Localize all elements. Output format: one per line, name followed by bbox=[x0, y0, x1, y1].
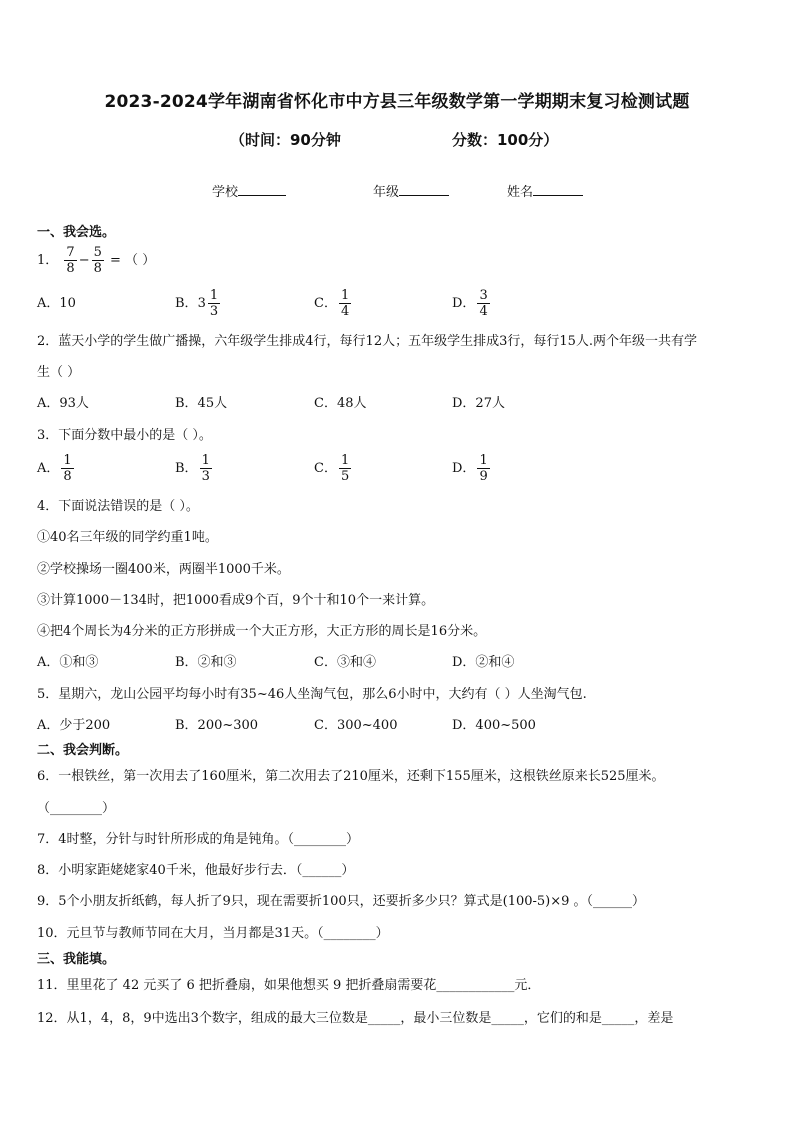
school-field bbox=[212, 181, 286, 200]
exam-score: 分数：100分） bbox=[452, 131, 559, 149]
statement-1: ①40名三年级的同学约重1吨。 bbox=[37, 530, 218, 545]
name-label: 姓名 bbox=[507, 185, 534, 200]
numerator: 1 bbox=[63, 453, 72, 468]
question-7: 7．4时整，分针与时针所形成的角是钝角。（________） bbox=[37, 832, 360, 847]
question-2: 2．蓝天小学的学生做广播操，六年级学生排成4行，每行12人；五年级学生排成3行，每行15人.两个年级一共有学 bbox=[37, 334, 698, 349]
q2-option-c: C．48人 bbox=[314, 396, 367, 411]
question-tail: = （ ） bbox=[110, 253, 156, 268]
option-label: C． bbox=[314, 296, 337, 311]
minus-sign: − bbox=[78, 253, 90, 268]
question-10: 10．元旦节与教师节同在大月，当月都是31天。（________） bbox=[37, 926, 389, 941]
denominator: 8 bbox=[93, 261, 102, 276]
school-label: 学校 bbox=[212, 185, 239, 200]
q3-option-b bbox=[175, 453, 214, 484]
q5-option-a: A．少于200 bbox=[37, 718, 111, 733]
option-label: B． bbox=[175, 461, 198, 476]
q4-option-c: C．③和④ bbox=[314, 655, 376, 670]
whole-part: 3 bbox=[197, 295, 206, 311]
question-6-answer: （________） bbox=[37, 801, 116, 816]
question-9: 9．5个小朋友折纸鹤，每人折了9只，现在需要折100只，还要折多少只？算式是(100-5)×9 。（______） bbox=[37, 894, 646, 909]
statement-4: ④把4个周长为4分米的正方形拼成一个大正方形，大正方形的周长是16分米。 bbox=[37, 624, 487, 639]
school-blank bbox=[238, 183, 286, 196]
grade-label: 年级 bbox=[373, 185, 400, 200]
grade-blank bbox=[399, 183, 449, 196]
q5-option-d: D．400~500 bbox=[452, 718, 536, 733]
q1-option-b bbox=[175, 288, 222, 319]
denominator: 4 bbox=[340, 304, 350, 319]
q3-option-c bbox=[314, 453, 353, 484]
question-6: 6．一根铁丝，第一次用去了160厘米，第二次用去了210厘米，还剩下155厘米，这根铁丝原来长525厘米。 bbox=[37, 769, 665, 784]
fraction bbox=[92, 245, 104, 276]
q1-option-c bbox=[314, 288, 353, 319]
q3-option-a bbox=[37, 453, 76, 484]
denominator: 3 bbox=[209, 304, 219, 319]
numerator: 1 bbox=[479, 453, 488, 468]
numerator: 1 bbox=[201, 453, 210, 468]
question-5: 5．星期六，龙山公园平均每小时有35~46人坐淘气包，那么6小时中，大约有（ ）人坐淘气包. bbox=[37, 687, 587, 702]
question-3: 3．下面分数中最小的是（ ）。 bbox=[37, 428, 212, 443]
numerator: 1 bbox=[209, 288, 219, 303]
exam-time: （时间：90分钟 bbox=[230, 131, 341, 149]
denominator: 9 bbox=[479, 469, 488, 484]
question-12: 12．从1，4，8，9中选出3个数字，组成的最大三位数是_____，最小三位数是_____，它们的和是_____，差是 bbox=[37, 1011, 674, 1026]
statement-2: ②学校操场一圈400米，两圈半1000千米。 bbox=[37, 562, 290, 577]
question-11: 11．里里花了 42 元买了 6 把折叠扇，如果他想买 9 把折叠扇需要花____________元． bbox=[37, 978, 541, 993]
denominator: 5 bbox=[340, 469, 350, 484]
fraction bbox=[61, 453, 73, 484]
mixed-number bbox=[198, 288, 223, 319]
fraction bbox=[64, 245, 76, 276]
q4-option-d: D．②和④ bbox=[452, 655, 515, 670]
fraction bbox=[339, 288, 351, 319]
section-heading-2: 二、我会判断。 bbox=[37, 743, 129, 758]
question-8: 8．小明家距姥姥家40千米，他最好步行去．（______） bbox=[37, 863, 355, 878]
option-label: C． bbox=[314, 461, 337, 476]
numerator: 3 bbox=[479, 288, 488, 303]
option-label: A． bbox=[37, 461, 60, 476]
denominator: 3 bbox=[201, 469, 210, 484]
q1-option-a: A．10 bbox=[37, 296, 76, 311]
section-heading-3: 三、我能填。 bbox=[37, 952, 116, 967]
fraction bbox=[200, 453, 212, 484]
q4-option-b: B．②和③ bbox=[175, 655, 237, 670]
q3-option-d bbox=[452, 453, 492, 484]
numerator: 5 bbox=[93, 245, 102, 260]
denominator: 4 bbox=[479, 304, 488, 319]
statement-3: ③计算1000－134时，把1000看成9个百，9个十和10个一来计算。 bbox=[37, 593, 435, 608]
fraction bbox=[477, 288, 489, 319]
fraction bbox=[208, 288, 220, 319]
q2-option-d: D．27人 bbox=[452, 396, 505, 411]
fraction bbox=[477, 453, 489, 484]
denominator: 8 bbox=[63, 469, 72, 484]
option-label: D． bbox=[452, 461, 476, 476]
name-blank bbox=[533, 183, 583, 196]
q2-option-b: B．45人 bbox=[175, 396, 228, 411]
question-2-cont: 生（ ） bbox=[37, 365, 81, 380]
name-field bbox=[507, 181, 583, 200]
q1-option-d bbox=[452, 288, 492, 319]
numerator: 7 bbox=[66, 245, 75, 260]
exam-title: 2023-2024学年湖南省怀化市中方县三年级数学第一学期期末复习检测试题 bbox=[104, 92, 690, 112]
question-4: 4．下面说法错误的是（ ）。 bbox=[37, 499, 199, 514]
q2-option-a: A．93人 bbox=[37, 396, 89, 411]
numerator: 1 bbox=[340, 288, 350, 303]
question-number: 1． bbox=[37, 253, 59, 268]
numerator: 1 bbox=[340, 453, 350, 468]
option-label: D． bbox=[452, 296, 476, 311]
grade-field bbox=[373, 181, 449, 200]
q5-option-b: B．200~300 bbox=[175, 718, 259, 733]
denominator: 8 bbox=[66, 261, 75, 276]
q5-option-c: C．300~400 bbox=[314, 718, 398, 733]
question-1 bbox=[37, 245, 155, 276]
q4-option-a: A．①和③ bbox=[37, 655, 99, 670]
section-heading-1: 一、我会选。 bbox=[37, 225, 116, 240]
option-label: B． bbox=[175, 296, 198, 311]
fraction bbox=[339, 453, 351, 484]
